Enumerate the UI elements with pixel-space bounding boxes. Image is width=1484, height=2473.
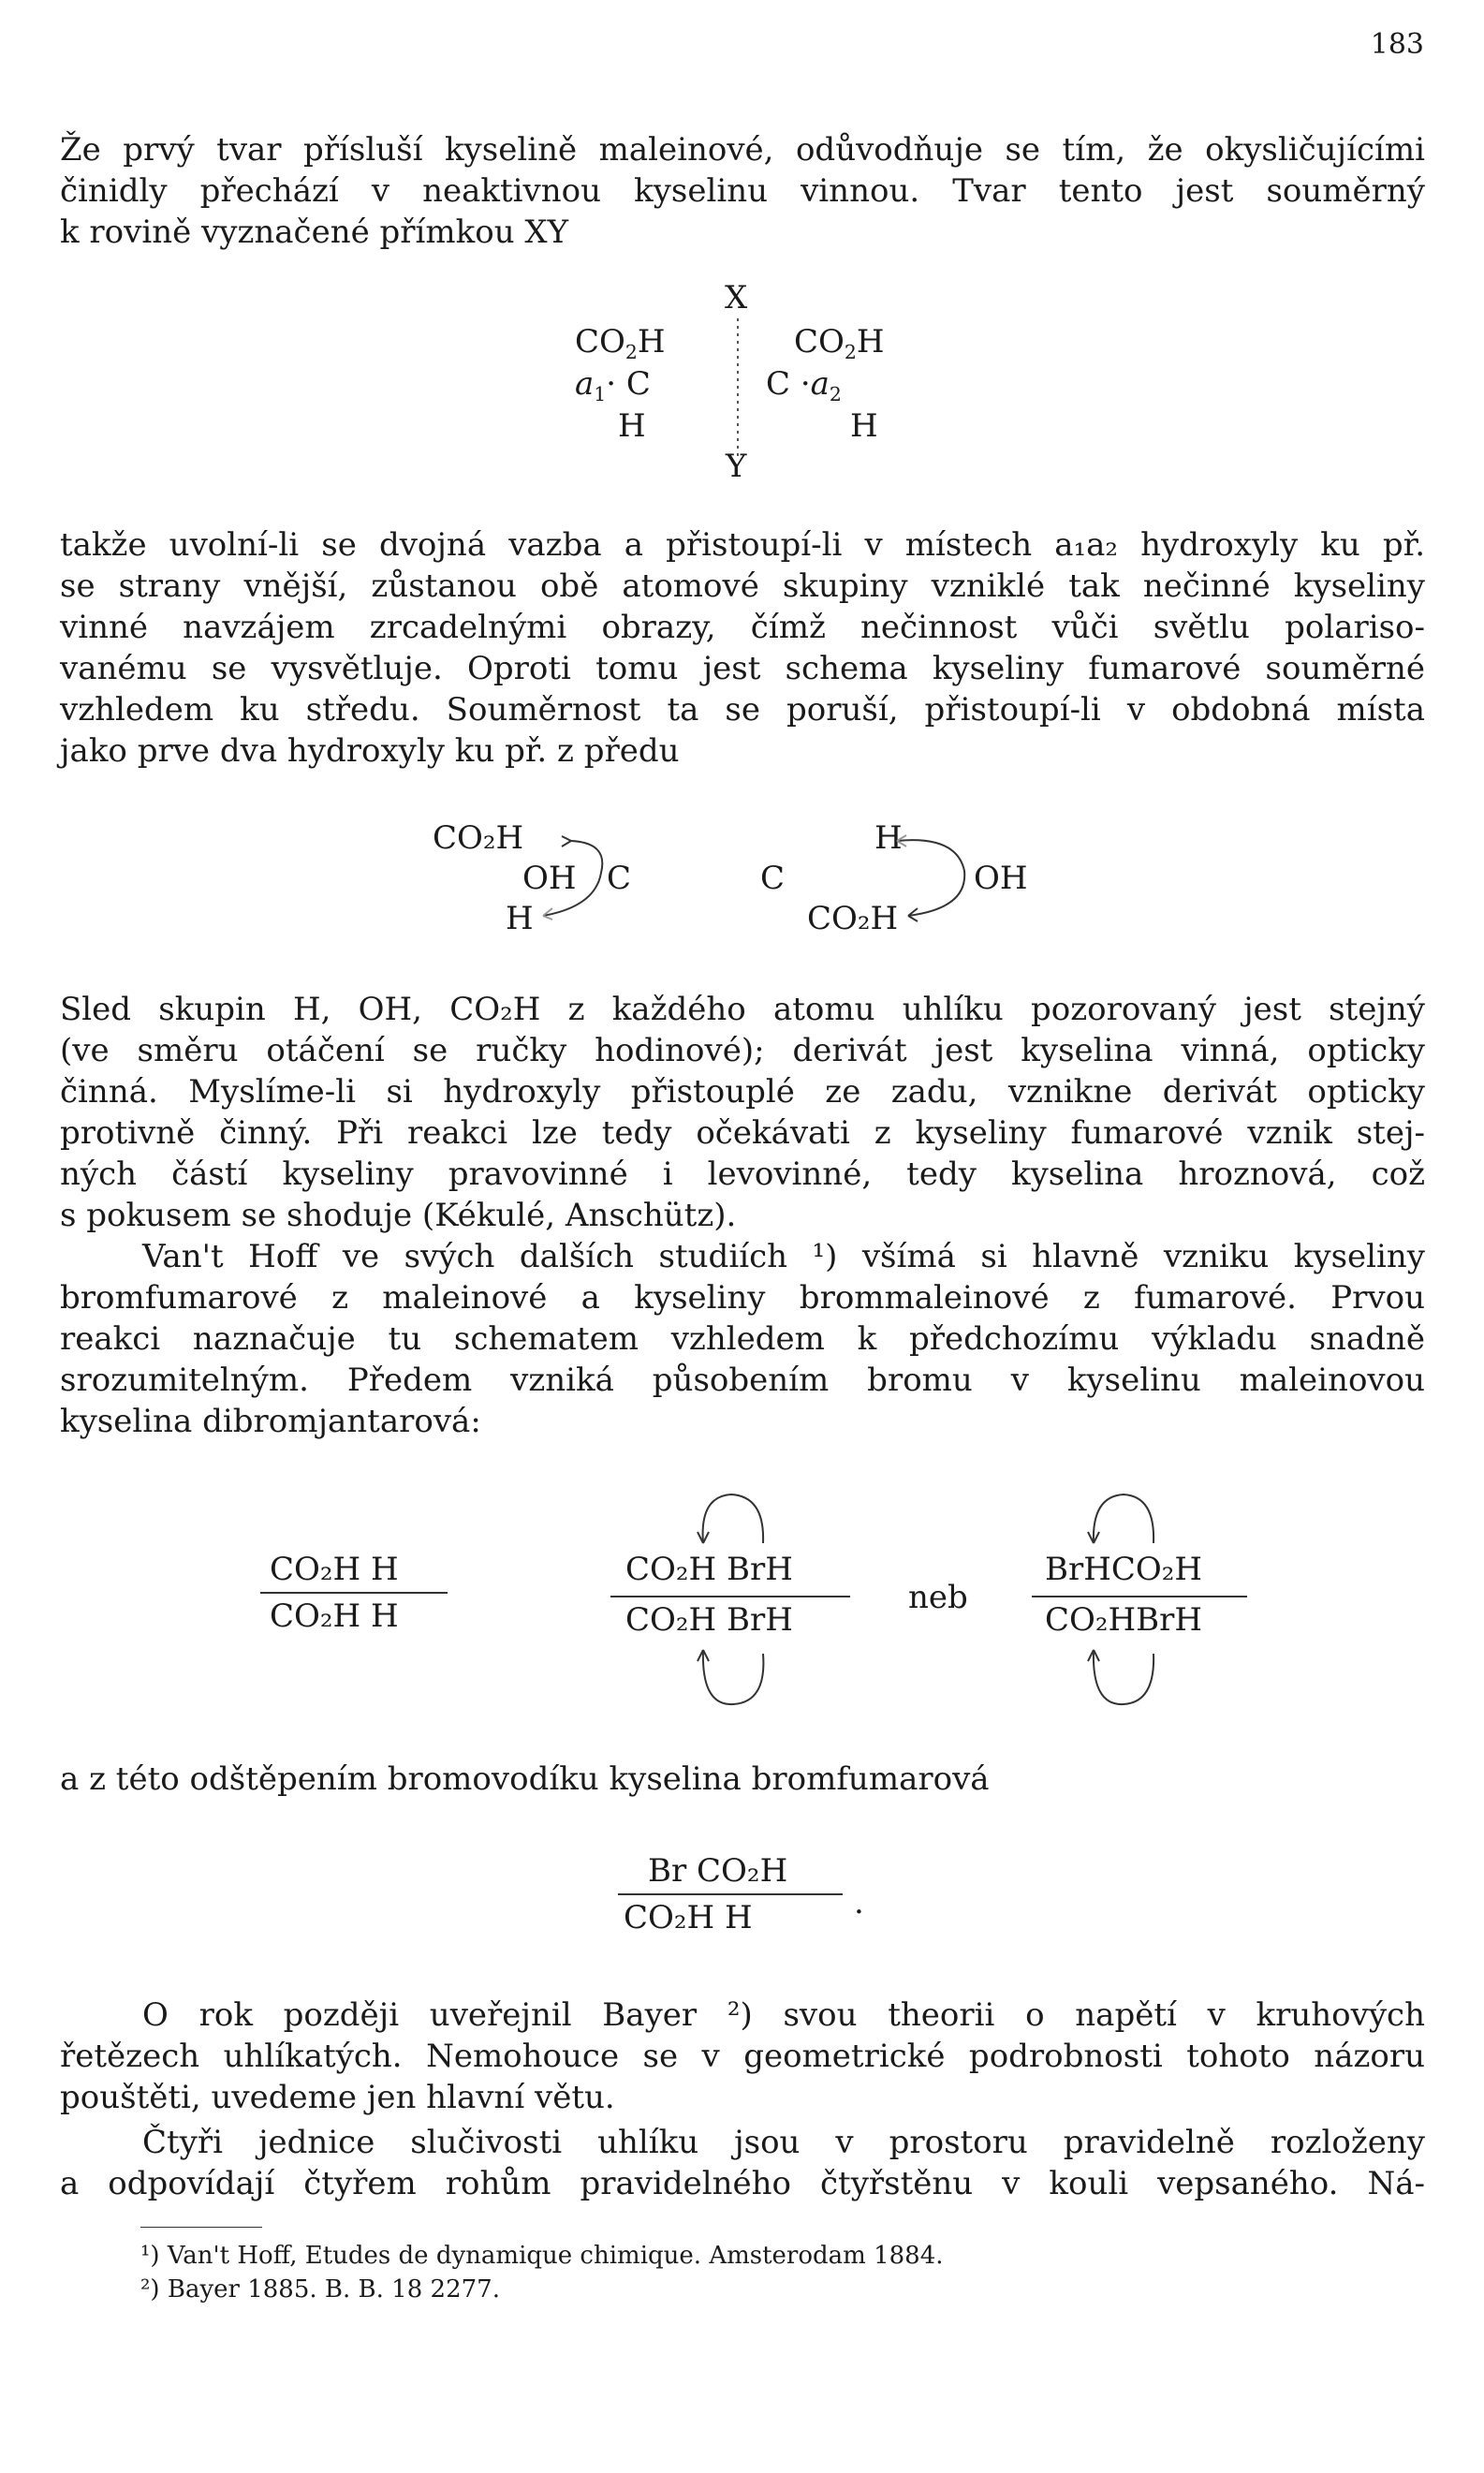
text-line: Že prvý tvar přísluší kyselině maleinové, odůvodňuje se tím, že okysličujícími	[60, 131, 1425, 169]
paragraph-1	[60, 129, 1425, 253]
text-line: O rok později uveřejnil Bayer ²) svou theorii o napětí v kruhových	[142, 1996, 1425, 2034]
formula-text: CO₂HBrH	[1045, 1601, 1203, 1639]
rotation-arrow-icon	[524, 815, 637, 927]
formula-text: CO₂H H	[624, 1899, 753, 1936]
formula-text: H	[874, 819, 903, 857]
formula-text: H	[850, 407, 878, 445]
bond-arc-icon	[1077, 1648, 1170, 1714]
footnote-rule	[140, 2227, 262, 2228]
text-line: se strany vnější, zůstanou obě atomové skupiny vzniklé tak nečinné kyseliny	[60, 567, 1425, 605]
bond-arc-icon	[688, 1648, 782, 1714]
text-line: Sled skupin H, OH, CO₂H z každého atomu uhlíku pozorovaný jest stejný	[60, 991, 1425, 1028]
text-line: k rovině vyznačené přímkou XY	[60, 213, 569, 251]
paragraph-6	[60, 1995, 1425, 2118]
formula-text: CO₂H BrH	[625, 1601, 793, 1639]
text-line: takže uvolní-li se dvojná vazba a přistoupí-li v místech a₁a₂ hydroxyly ku př.	[60, 526, 1425, 564]
formula-text: CO₂H	[433, 819, 524, 857]
formula-text: OH	[522, 860, 577, 897]
formula-text: CO₂H H	[270, 1551, 399, 1588]
text-line: s pokusem se shoduje (Kékulé, Anschütz).	[60, 1197, 737, 1234]
text-line: řetězech uhlíkatých. Nemohouce se v geometrické podrobnosti tohoto názoru	[60, 2038, 1425, 2075]
formula-text: CO₂H	[807, 900, 899, 937]
formula-text: Br CO₂H	[648, 1852, 788, 1890]
text-line: kyselina dibromjantarová:	[60, 1403, 481, 1440]
bond-line	[1032, 1596, 1247, 1597]
formula-text: OH	[974, 860, 1028, 897]
bond-arc-icon	[688, 1489, 782, 1545]
paragraph-5	[60, 1759, 1425, 1800]
text-line: bromfumarové z maleinové a kyseliny brommaleinové z fumarové. Prvou	[60, 1279, 1425, 1317]
page-number: 183	[1370, 28, 1424, 61]
double-bond-line	[260, 1592, 448, 1594]
formula-text: .	[854, 1884, 864, 1921]
formula-text: neb	[908, 1579, 968, 1616]
formula-text: C	[607, 860, 632, 897]
paragraph-7	[60, 2122, 1425, 2204]
text-line: vzhledem ku středu. Souměrnost ta se poruší, přistoupí-li v obdobná místa	[60, 691, 1425, 729]
bond-arc-icon	[1077, 1489, 1170, 1545]
text-line: protivně činný. Při reakci lze tedy očekávati z kyseliny fumarové vznik stej-	[60, 1114, 1425, 1152]
text-line: vanému se vysvětluje. Oproti tomu jest schema kyseliny fumarové souměrné	[60, 650, 1425, 687]
axis-label-y: Y	[726, 448, 747, 485]
paragraph-2	[60, 524, 1425, 772]
text-line: a odpovídají čtyřem rohům pravidelného čtyřstěnu v kouli vepsaného. Ná-	[60, 2165, 1425, 2202]
footnote-2: ²) Bayer 1885. B. B. 18 2277.	[140, 2275, 500, 2304]
text-line: pouštěti, uvedeme jen hlavní větu.	[60, 2079, 615, 2116]
formula-text: CO₂H BrH	[625, 1551, 793, 1588]
formula-text: CO₂H H	[270, 1597, 399, 1635]
text-line: (ve směru otáčení se ručky hodinové); derivát jest kyselina vinná, opticky	[60, 1032, 1425, 1069]
text-line: vinné navzájem zrcadelnými obrazy, čímž nečinnost vůči světlu polariso-	[60, 609, 1425, 646]
formula-text: H	[506, 900, 534, 937]
axis-label-x: X	[725, 279, 748, 316]
formula-text: H	[618, 407, 646, 445]
formula-text: $CO_2H$	[794, 323, 885, 364]
footnote-1: ¹) Van't Hoff, Etudes de dynamique chimique. Amsterodam 1884.	[140, 2242, 944, 2270]
formula-text: $CO_2H$	[575, 323, 666, 364]
formula-text: C	[760, 860, 786, 897]
text-line: Van't Hoff ve svých dalších studiích ¹) všímá si hlavně vzniku kyseliny	[142, 1238, 1425, 1275]
text-line: jako prve dva hydroxyly ku př. z předu	[60, 732, 680, 770]
formula-text: $a_1\cdot C$	[575, 365, 651, 406]
text-line: Čtyři jednice slučivosti uhlíku jsou v prostoru pravidelně rozloženy	[142, 2124, 1425, 2161]
text-line: ných částí kyseliny pravovinné i levovinné, tedy kyselina hroznová, což	[60, 1156, 1425, 1193]
paragraph-4	[60, 1236, 1425, 1442]
bond-line	[610, 1596, 850, 1597]
text-line: a z této odštěpením bromovodíku kyselina bromfumarová	[60, 1760, 990, 1798]
text-line: srozumitelným. Předem vzniká působením bromu v kyselinu maleinovou	[60, 1362, 1425, 1399]
text-line: reakci naznačuje tu schematem vzhledem k předchozímu výkladu snadně	[60, 1320, 1425, 1358]
formula-text: BrHCO₂H	[1045, 1551, 1203, 1588]
text-line: činidly přechází v neaktivnou kyselinu vinnou. Tvar tento jest souměrný	[60, 172, 1425, 210]
paragraph-3	[60, 989, 1425, 1236]
rotation-arrow-icon	[889, 815, 1002, 927]
formula-text: $C \cdot a_2$	[766, 365, 842, 406]
double-bond-line	[618, 1893, 843, 1895]
text-line: činná. Myslíme-li si hydroxyly přistouplé ze zadu, vznikne derivát opticky	[60, 1073, 1425, 1111]
symmetry-axis-line	[736, 318, 740, 459]
